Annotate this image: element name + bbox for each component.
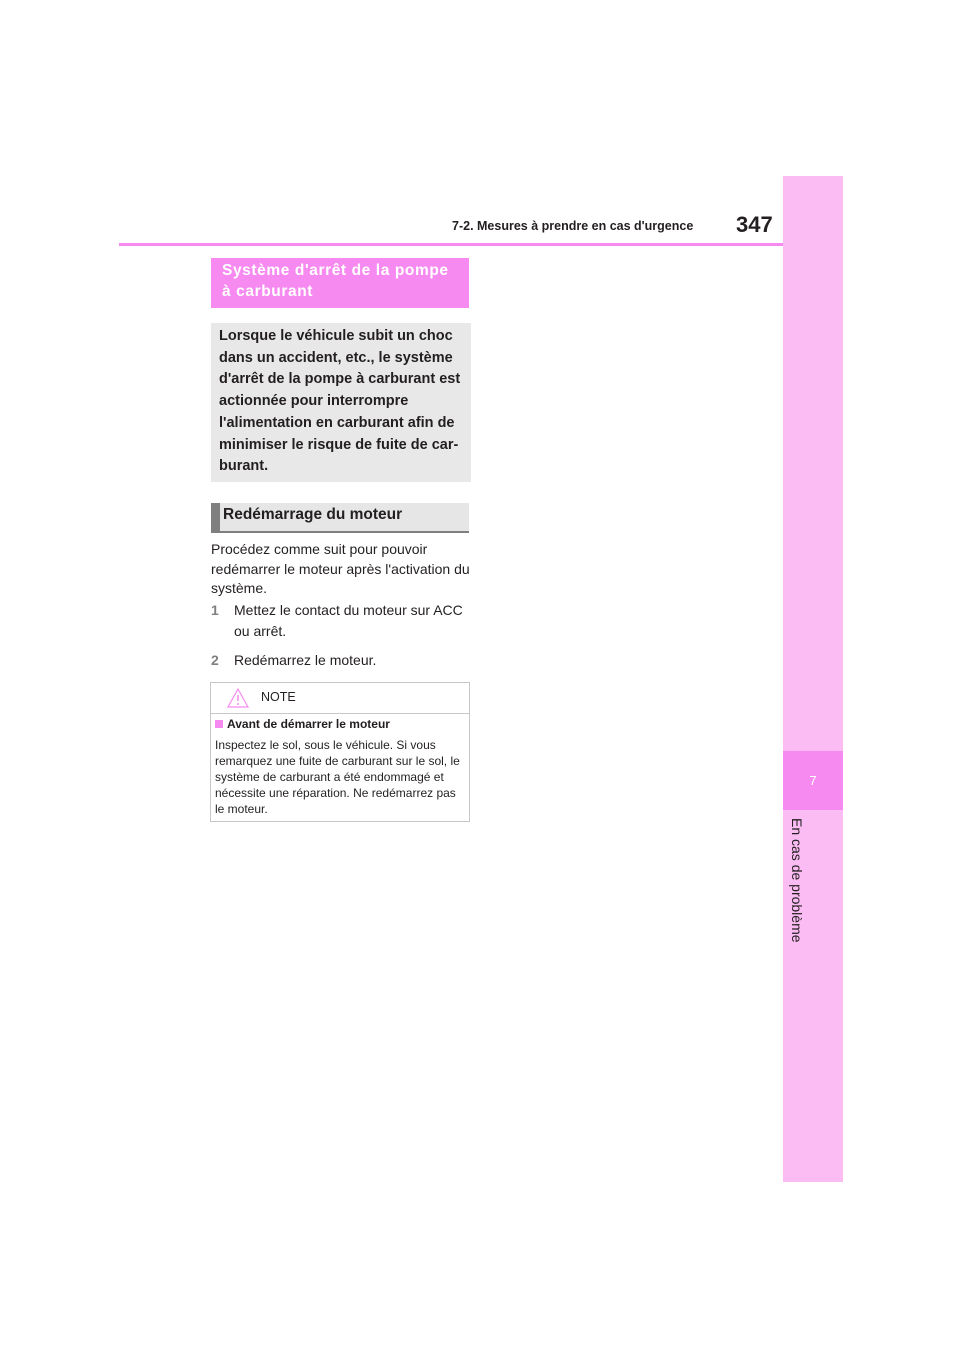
header-rule (119, 243, 783, 246)
note-subtitle (215, 717, 390, 731)
note-box (210, 682, 470, 822)
step-text: Redémarrez le moteur. (234, 652, 377, 668)
chapter-title: En cas de problème (789, 818, 805, 943)
note-label: NOTE (261, 690, 296, 704)
note-header (211, 683, 469, 714)
side-chapter-tab (783, 176, 843, 1182)
square-bullet-icon (215, 720, 223, 728)
step-text: Mettez le contact du moteur sur ACC ou arrêt. (234, 602, 463, 639)
running-head: 7-2. Mesures à prendre en cas d'urgence (452, 219, 694, 233)
subsection-title: Redémarrage du moteur (211, 503, 469, 533)
intro-box: Lorsque le véhicule subit un choc dans un accident, etc., le système d'arrêt de la pompe à carburant est actionnée pour interrompre l'alimentation en carburant afin de minimiser le risque de fuite de car-burant. (211, 323, 471, 482)
page-number: 347 (736, 212, 773, 237)
note-subtitle-text: Avant de démarrer le moteur (227, 717, 390, 731)
subsection-body: Procédez comme suit pour pouvoir redémarrer le moteur après l'activation du système. (211, 541, 470, 596)
section-title: Système d'arrêt de la pompe à carburant (211, 258, 469, 308)
note-body: Inspectez le sol, sous le véhicule. Si vous remarquez une fuite de carburant sur le sol, le système de carburant a été endommagé et nécessite une réparation. Ne redémarrez pas le moteur. (215, 738, 460, 816)
step-number: 1 (211, 602, 219, 618)
chapter-number: 7 (783, 751, 843, 810)
warning-triangle-icon (227, 688, 249, 713)
step-number: 2 (211, 652, 219, 668)
